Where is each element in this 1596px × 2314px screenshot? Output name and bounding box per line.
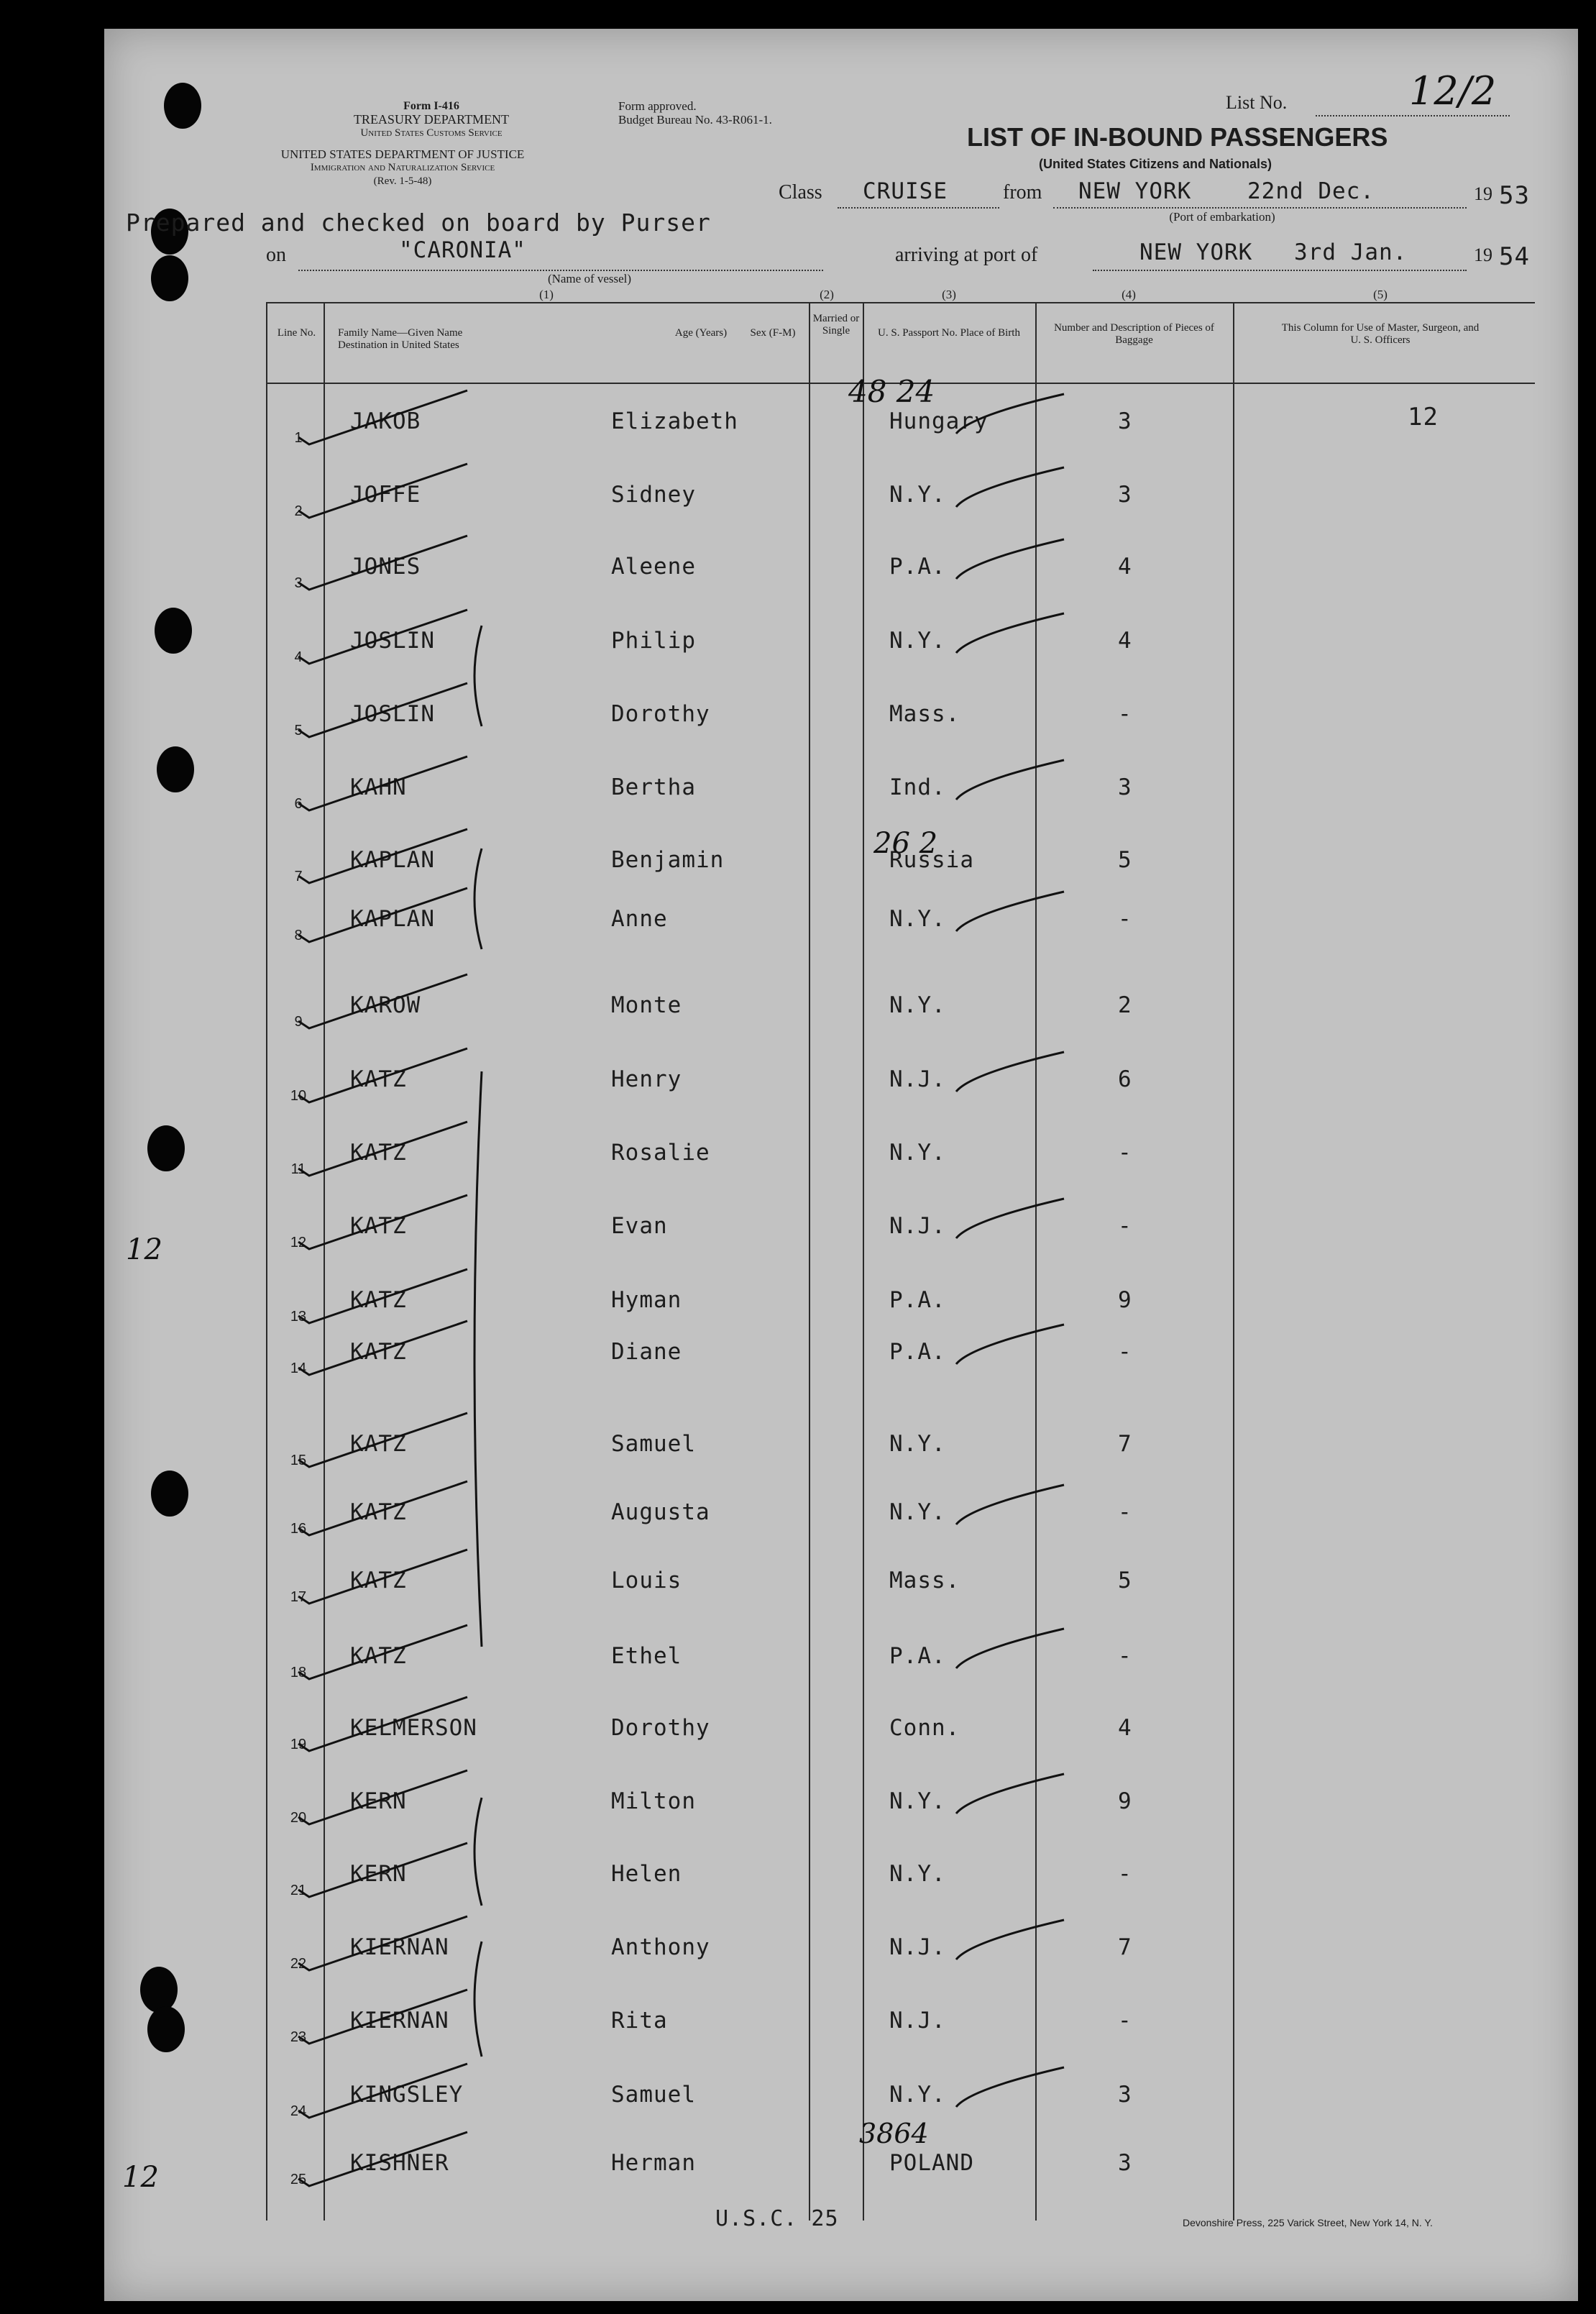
place-of-birth: P.A.: [889, 1287, 946, 1313]
passport-note: 26 2: [873, 827, 938, 860]
line-number: 18: [290, 1665, 307, 1680]
given-name: Sidney: [611, 482, 696, 508]
line-number: 7: [294, 869, 303, 884]
given-name: Hyman: [611, 1287, 682, 1313]
header-passport: U. S. Passport No. Place of Birth: [878, 327, 1020, 339]
check-mark: [298, 1195, 467, 1249]
place-of-birth: N.Y.: [889, 1788, 946, 1814]
check-mark: [298, 2132, 467, 2186]
line-number: 24: [290, 2103, 307, 2119]
baggage-count: 6: [1118, 1066, 1132, 1092]
family-name: KATZ: [350, 1287, 407, 1313]
check-mark: [298, 1481, 467, 1535]
line-number: 4: [294, 649, 303, 665]
baggage-count: 5: [1118, 847, 1132, 873]
baggage-count: 5: [1118, 1568, 1132, 1593]
given-name: Milton: [611, 1788, 696, 1814]
family-name: JOFFE: [350, 482, 421, 508]
header-line-no: Line No.: [277, 327, 316, 339]
place-of-birth: N.Y.: [889, 1499, 946, 1525]
class-label: Class: [779, 181, 822, 203]
place-of-birth: N.J.: [889, 2008, 946, 2034]
baggage-count: 3: [1118, 774, 1132, 800]
check-mark: [298, 974, 467, 1028]
check-mark: [298, 610, 467, 664]
check-mark: [298, 2064, 467, 2118]
from-date: 22nd Dec.: [1247, 178, 1375, 204]
group-brace: [474, 849, 482, 949]
family-name: KATZ: [350, 1568, 407, 1593]
given-name: Monte: [611, 992, 682, 1018]
header-sex: Sex (F-M): [750, 327, 796, 339]
line-number: 20: [290, 1810, 307, 1826]
justice-block: UNITED STATES DEPARTMENT OF JUSTICE Immigration and Naturalization Service (Rev. 1-5-48): [280, 147, 525, 187]
check-mark: [298, 1413, 467, 1467]
baggage-count: 3: [1118, 2150, 1132, 2176]
check-mark: [298, 390, 467, 444]
group-brace: [474, 1071, 482, 1647]
place-of-birth: Mass.: [889, 701, 960, 727]
arrival-year: 54: [1499, 242, 1530, 271]
check-mark: [298, 1916, 467, 1970]
check-mark: [298, 1048, 467, 1102]
col-number: (5): [1373, 288, 1388, 301]
from-year-prefix: 19: [1474, 183, 1492, 204]
place-of-birth: P.A.: [889, 1643, 946, 1669]
line-number: 11: [290, 1161, 306, 1177]
place-of-birth: N.Y.: [889, 628, 946, 654]
line-number: 13: [290, 1309, 307, 1325]
check-mark: [298, 756, 467, 810]
given-name: Ethel: [611, 1643, 682, 1669]
check-mark: [956, 1774, 1064, 1814]
margin-mark: 12: [122, 2161, 159, 2194]
col-number: (2): [820, 288, 834, 301]
given-name: Diane: [611, 1339, 682, 1365]
family-name: KATZ: [350, 1499, 407, 1525]
family-name: KATZ: [350, 1213, 407, 1239]
embarkation-caption: (Port of embarkation): [1169, 210, 1275, 224]
from-value: NEW YORK: [1078, 178, 1192, 204]
place-of-birth: Ind.: [889, 774, 946, 800]
given-name: Samuel: [611, 2082, 696, 2108]
place-of-birth: N.J.: [889, 1066, 946, 1092]
margin-mark: 12: [126, 1233, 162, 1266]
place-of-birth: N.Y.: [889, 482, 946, 508]
form-code: U.S.C. 25: [715, 2206, 839, 2231]
line-number: 6: [294, 796, 303, 812]
family-name: KAPLAN: [350, 906, 435, 932]
line-number: 2: [294, 503, 303, 519]
on-label: on: [266, 244, 286, 266]
officer-count: 12: [1408, 403, 1439, 431]
family-name: KERN: [350, 1861, 407, 1887]
baggage-count: 4: [1118, 1715, 1132, 1741]
family-name: KINGSLEY: [350, 2082, 464, 2108]
check-mark: [956, 613, 1064, 653]
given-name: Herman: [611, 2150, 696, 2176]
col-number: (4): [1122, 288, 1136, 301]
list-no-value: 12/2: [1409, 68, 1497, 114]
family-name: KIERNAN: [350, 1934, 449, 1960]
place-of-birth: N.Y.: [889, 906, 946, 932]
family-name: JONES: [350, 554, 421, 580]
form-block: Form I-416 TREASURY DEPARTMENT United States Customs Service: [353, 100, 510, 139]
line-number: 3: [294, 575, 303, 591]
header-officers: This Column for Use of Master, Surgeon, and U. S. Officers: [1281, 322, 1480, 346]
given-name: Evan: [611, 1213, 668, 1239]
check-mark: [298, 1770, 467, 1824]
place-of-birth: N.Y.: [889, 1431, 946, 1457]
line-number: 1: [294, 430, 303, 446]
baggage-count: -: [1118, 1140, 1132, 1166]
check-mark: [298, 829, 467, 883]
place-of-birth: N.Y.: [889, 1861, 946, 1887]
baggage-count: 3: [1118, 2082, 1132, 2108]
line-number: 17: [290, 1589, 307, 1605]
family-name: KIERNAN: [350, 2008, 449, 2034]
line-number: 8: [294, 928, 303, 943]
family-name: KATZ: [350, 1140, 407, 1166]
line-number: 19: [290, 1737, 307, 1752]
line-number: 10: [290, 1088, 307, 1104]
check-mark: [956, 394, 1064, 434]
place-of-birth: Conn.: [889, 1715, 960, 1741]
list-no-label: List No.: [1226, 92, 1288, 113]
from-year: 53: [1499, 181, 1530, 210]
group-brace: [474, 1942, 482, 2057]
header-married: Married or Single: [812, 313, 860, 337]
place-of-birth: N.Y.: [889, 1140, 946, 1166]
page-subtitle: (United States Citizens and Nationals): [1039, 157, 1272, 171]
check-mark: [956, 1199, 1064, 1238]
given-name: Dorothy: [611, 701, 710, 727]
place-of-birth: Mass.: [889, 1568, 960, 1593]
check-mark: [956, 2067, 1064, 2107]
check-mark: [298, 1321, 467, 1375]
baggage-count: -: [1118, 1643, 1132, 1669]
printer-credit: Devonshire Press, 225 Varick Street, New York 14, N. Y.: [1183, 2217, 1433, 2228]
baggage-count: -: [1118, 2008, 1132, 2034]
check-mark: [298, 1269, 467, 1323]
check-mark: [298, 1843, 467, 1897]
given-name: Louis: [611, 1568, 682, 1593]
line-number: 5: [294, 723, 303, 738]
check-mark: [956, 760, 1064, 800]
given-name: Dorothy: [611, 1715, 710, 1741]
check-mark: [956, 539, 1064, 579]
check-mark: [298, 1697, 467, 1751]
check-mark: [956, 1920, 1064, 1959]
line-number: 23: [290, 2029, 307, 2045]
check-mark: [298, 888, 467, 942]
given-name: Helen: [611, 1861, 682, 1887]
given-name: Rita: [611, 2008, 668, 2034]
passport-note: 3864: [859, 2118, 929, 2149]
place-of-birth: N.J.: [889, 1934, 946, 1960]
baggage-count: 3: [1118, 482, 1132, 508]
check-mark: [298, 464, 467, 518]
given-name: Benjamin: [611, 847, 725, 873]
place-of-birth: P.A.: [889, 554, 946, 580]
check-mark: [298, 536, 467, 590]
baggage-count: -: [1118, 701, 1132, 727]
check-mark: [298, 1990, 467, 2044]
baggage-count: -: [1118, 1213, 1132, 1239]
line-number: 12: [290, 1235, 307, 1250]
header-family-name: Family Name—Given Name Destination in United States: [338, 327, 463, 351]
baggage-count: 9: [1118, 1287, 1132, 1313]
family-name: JAKOB: [350, 408, 421, 434]
arrival-date: 3rd Jan.: [1294, 239, 1408, 265]
family-name: KATZ: [350, 1339, 407, 1365]
line-number: 9: [294, 1014, 303, 1030]
check-mark: [956, 1325, 1064, 1364]
place-of-birth: N.Y.: [889, 992, 946, 1018]
baggage-count: 4: [1118, 554, 1132, 580]
vessel-value: "CARONIA": [399, 237, 526, 263]
place-of-birth: POLAND: [889, 2150, 974, 2176]
from-label: from: [1003, 181, 1042, 203]
family-name: KATZ: [350, 1643, 407, 1669]
given-name: Aleene: [611, 554, 696, 580]
passport-note: 48 24: [848, 374, 935, 409]
check-mark: [956, 467, 1064, 507]
baggage-count: 3: [1118, 408, 1132, 434]
family-name: JOSLIN: [350, 628, 435, 654]
place-of-birth: Hungary: [889, 408, 989, 434]
baggage-count: -: [1118, 1861, 1132, 1887]
check-mark: [298, 1625, 467, 1679]
given-name: Anthony: [611, 1934, 710, 1960]
arriving-label: arriving at port of: [895, 244, 1038, 266]
place-of-birth: P.A.: [889, 1339, 946, 1365]
family-name: KATZ: [350, 1431, 407, 1457]
group-brace: [474, 626, 482, 726]
given-name: Bertha: [611, 774, 696, 800]
family-name: KATZ: [350, 1066, 407, 1092]
line-number: 25: [290, 2172, 307, 2187]
family-name: JOSLIN: [350, 701, 435, 727]
given-name: Samuel: [611, 1431, 696, 1457]
baggage-count: -: [1118, 1499, 1132, 1525]
vessel-caption: (Name of vessel): [547, 272, 632, 285]
given-name: Anne: [611, 906, 668, 932]
line-number: 22: [290, 1956, 307, 1972]
check-mark: [956, 892, 1064, 931]
header-age: Age (Years): [674, 327, 728, 339]
place-of-birth: N.Y.: [889, 2082, 946, 2108]
approval-block: Form approved. Budget Bureau No. 43-R061-1.: [618, 99, 772, 127]
class-value: CRUISE: [863, 178, 948, 204]
line-number: 16: [290, 1521, 307, 1537]
baggage-count: 7: [1118, 1934, 1132, 1960]
given-name: Rosalie: [611, 1140, 710, 1166]
family-name: KAROW: [350, 992, 421, 1018]
family-name: KAHN: [350, 774, 407, 800]
baggage-count: 9: [1118, 1788, 1132, 1814]
given-name: Henry: [611, 1066, 682, 1092]
baggage-count: -: [1118, 906, 1132, 932]
family-name: KISHNER: [350, 2150, 449, 2176]
baggage-count: 7: [1118, 1431, 1132, 1457]
check-mark: [298, 1550, 467, 1604]
place-of-birth: Russia: [889, 847, 974, 873]
check-mark: [956, 1629, 1064, 1668]
family-name: KERN: [350, 1788, 407, 1814]
line-number: 14: [290, 1360, 307, 1376]
line-number: 15: [290, 1453, 307, 1468]
prepared-text: Prepared and checked on board by Purser: [126, 209, 711, 237]
check-mark: [956, 1485, 1064, 1524]
col-number: (3): [942, 288, 956, 301]
place-of-birth: N.J.: [889, 1213, 946, 1239]
arrival-port: NEW YORK: [1139, 239, 1253, 265]
line-number: 21: [290, 1883, 307, 1898]
header-baggage: Number and Description of Pieces of Baggage: [1054, 322, 1214, 346]
given-name: Elizabeth: [611, 408, 738, 434]
arrival-year-prefix: 19: [1474, 244, 1492, 265]
family-name: KAPLAN: [350, 847, 435, 873]
group-brace: [474, 1798, 482, 1906]
page-title: LIST OF IN-BOUND PASSENGERS: [967, 122, 1388, 152]
baggage-count: -: [1118, 1339, 1132, 1365]
given-name: Augusta: [611, 1499, 710, 1525]
baggage-count: 2: [1118, 992, 1132, 1018]
baggage-count: 4: [1118, 628, 1132, 654]
check-mark: [298, 683, 467, 737]
check-mark: [956, 1052, 1064, 1092]
check-mark: [298, 1122, 467, 1176]
given-name: Philip: [611, 628, 696, 654]
family-name: KELMERSON: [350, 1715, 477, 1741]
col-number: (1): [539, 288, 554, 301]
